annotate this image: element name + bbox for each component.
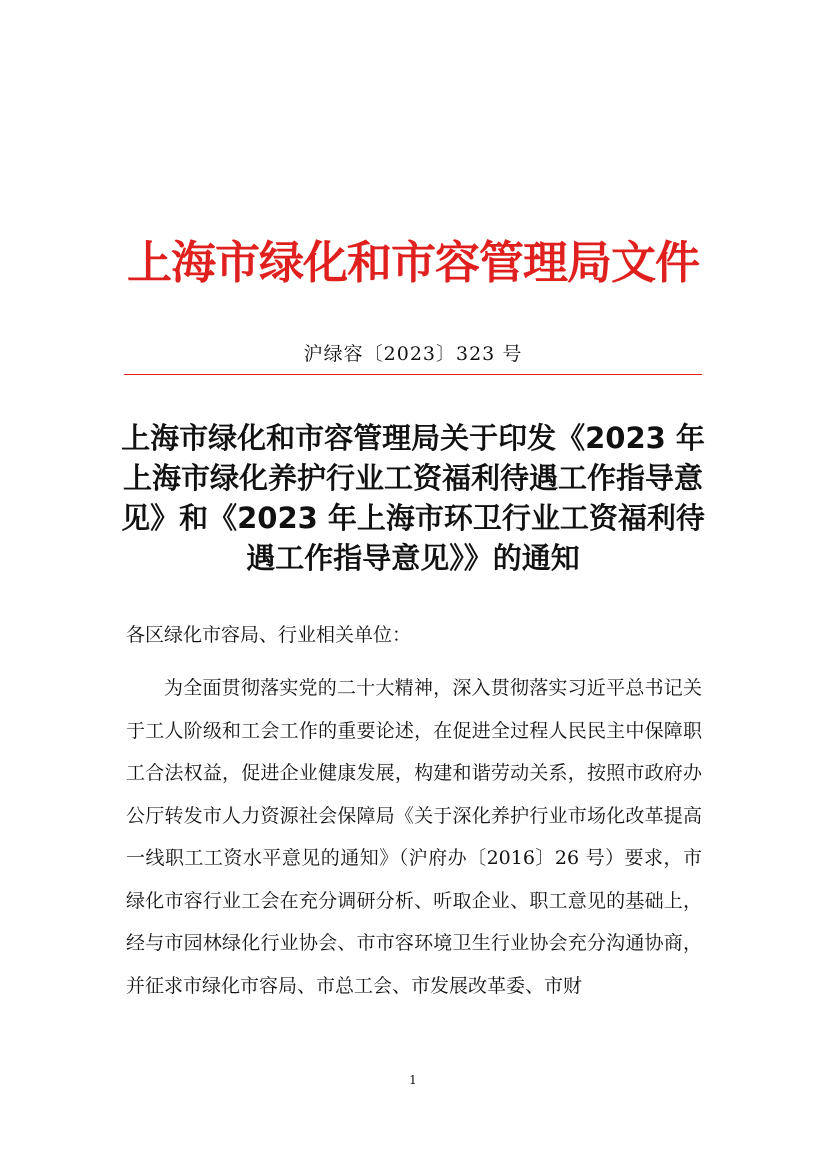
red-separator-line [124, 374, 702, 375]
body-paragraph: 为全面贯彻落实党的二十大精神，深入贯彻落实习近平总书记关于工人阶级和工会工作的重要论述，在促进全过程人民民主中保障职工合法权益，促进企业健康发展，构建和谐劳动关系，按照市政府办公厅转发市人力资源社会保障局《关于深化养护行业市场化改革提高一线职工工资水平意见的通知》（沪府办〔2016〕26 号）要求，市绿化市容行业工会在充分调研分析、听取企业、职工意见的基础上，经与市园林绿化行业协会、市市容环境卫生行业协会充分沟通协商，并征求市绿化市容局、市总工会、市发展改革委、市财 [126, 677, 702, 997]
issuer-heading: 上海市绿化和市容管理局文件 [126, 236, 699, 289]
document-title: 上海市绿化和市容管理局关于印发《2023 年上海市绿化养护行业工资福利待遇工作指导意见》和《2023 年上海市环卫行业工资福利待遇工作指导意见》》的通知 [121, 421, 705, 575]
salutation: 各区绿化市容局、行业相关单位： [126, 624, 412, 646]
page-number: 1 [409, 1073, 417, 1087]
document-number: 沪绿容〔2023〕323 号 [303, 343, 523, 365]
